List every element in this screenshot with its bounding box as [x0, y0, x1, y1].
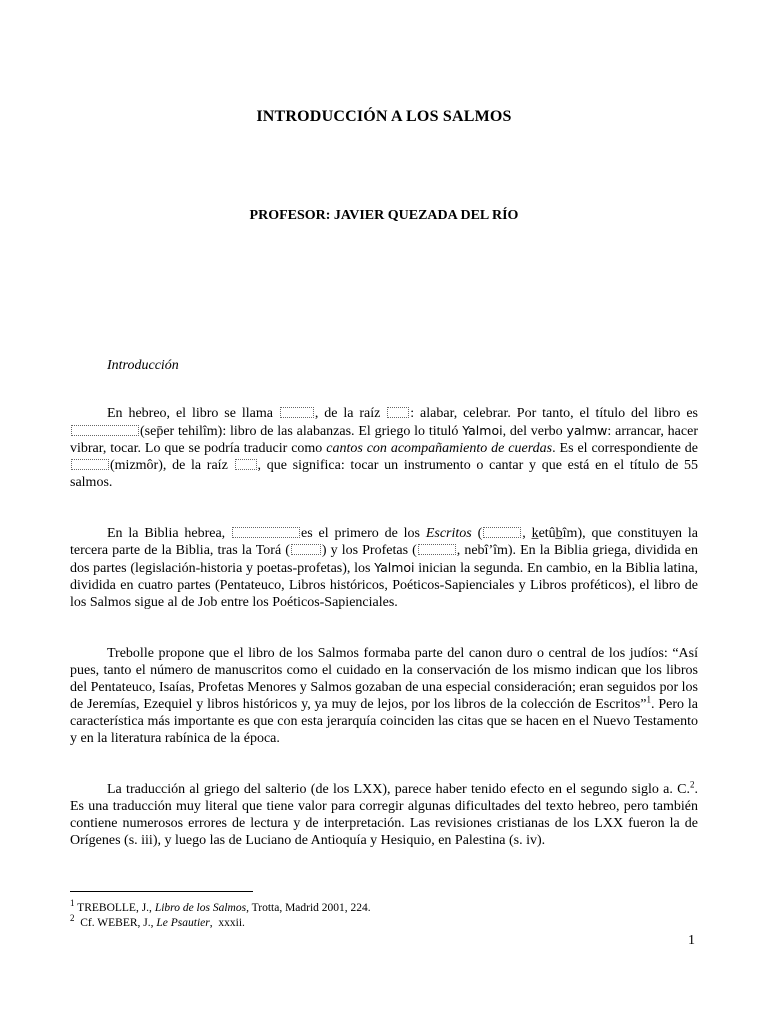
- hebrew-word-placeholder: [71, 425, 139, 436]
- hebrew-word-placeholder: [418, 544, 456, 555]
- hebrew-word-placeholder: [232, 527, 300, 538]
- hebrew-word-placeholder: [387, 407, 409, 418]
- hebrew-word-placeholder: [280, 407, 314, 418]
- author-line: PROFESOR: JAVIER QUEZADA DEL RÍO: [249, 208, 519, 223]
- hebrew-word-placeholder: [483, 527, 521, 538]
- footnote-ref-1[interactable]: 1: [646, 694, 652, 705]
- paragraph-1: En hebreo, el libro se llama , de la raíz : alabar, celebrar. Por tanto, el título del libro es (sep̄er tehilîm): libro de las alabanzas. El griego lo tituló Yalmoi, del verbo yalmw: arrancar, hacer vibrar, tocar. Lo que se podría traducir como cantos con acompañamiento de cuerdas. Es el correspondiente de (mizmôr), de la raíz , que significa: tocar un instrumento o cantar y que está en el título de 55 salmos.: [70, 406, 699, 490]
- page-number: 1: [688, 933, 695, 948]
- paragraph-3: Trebolle propone que el libro de los Salmos formaba parte del canon duro o central de los judíos: “Así pues, tanto el número de manuscritos como el cuidado en la conservación de los mismo indican que los libros del Pentateuco, Isaías, Profetas Menores y Salmos gozaban de una especial consideración; eran seguidos por los de Jeremías, Ezequiel y libros históricos y, ya muy de lejos, por los libros de la colección de Escritos”$^1$. Pero la característica más importante es que con esta jerarquía coinciden las citas que se hacen en el Nuevo Testamento y en la literatura rabínica de la época.: [70, 646, 698, 746]
- footnotes: [70, 898, 371, 931]
- document-title: INTRODUCCIÓN A LOS SALMOS: [256, 108, 512, 125]
- footnote-ref-2[interactable]: 2: [690, 779, 695, 790]
- footnote-2: $^2$ Cf. WEBER, J., Le Psautier, xxxii.: [70, 913, 245, 929]
- paragraph-4: La traducción al griego del salterio (de los LXX), parece haber tenido efecto en el segundo siglo a. C.$^2$. Es una traducción muy literal que tiene valor para corregir algunas dificultades del texto hebreo, pero también contiene numerosos errores de lectura y de interpretación. Las revisiones cristianas de los LXX fueron la de Orígenes (s. iii), y luego las de Luciano de Antioquía y Hesiquio, en Palestina (s. iv).: [70, 779, 698, 848]
- hebrew-word-placeholder: [71, 459, 109, 470]
- hebrew-word-placeholder: [291, 544, 321, 555]
- section-heading: Introducción: [107, 358, 179, 373]
- paragraph-2: En la Biblia hebrea, es el primero de los Escritos ( , k̲etûb̲îm), que constituyen la tercera parte de la Biblia, tras la Torá ( ) y los Profetas ( , nebî’îm). En la Biblia griega, dividida en dos partes (legislación-historia y poetas-profetas), los Yalmoi inician la segunda. En cambio, en la Biblia latina, dividida en cuatro partes (Pentateuco, Libros históricos, Poéticos-Sapienciales y Libros proféticos), el libro de los Salmos sigue al de Job entre los Poéticos-Sapienciales.: [70, 526, 698, 610]
- footnote-1: $^1$ TREBOLLE, J., Libro de los Salmos, Trotta, Madrid 2001, 224.: [70, 898, 371, 914]
- hebrew-word-placeholder: [235, 459, 257, 470]
- body-text: [70, 405, 698, 883]
- footnote-separator: [70, 891, 253, 892]
